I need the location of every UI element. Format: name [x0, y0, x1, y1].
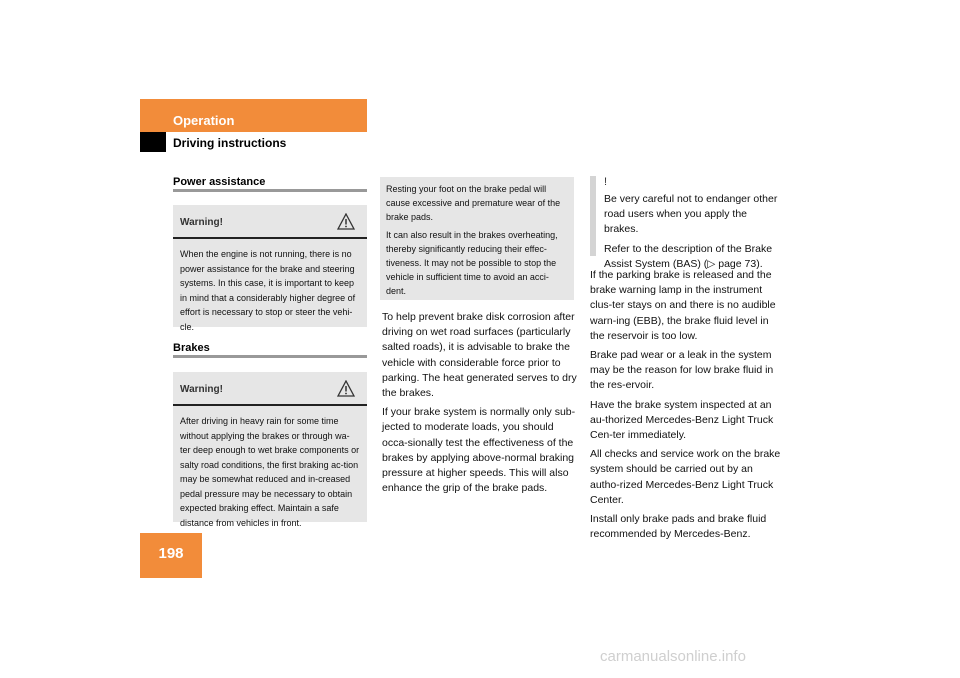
warning-text: After driving in heavy rain for some time without applying the brakes or through wa-ter deep enough to wet brake components or salty road conditions, the first braking ac-tion may be somewhat reduced and in-creased pedal pressure may be necessary to obtain expected braking effect. Maintain a safe distance from vehicles in front. — [180, 416, 360, 528]
note-box — [380, 177, 574, 300]
warning-header — [173, 372, 367, 406]
body-paragraph: Brake pad wear or a leak in the system may be the reason for low brake fluid in the res-ervoir. — [590, 349, 774, 392]
warning-box-brakes — [173, 372, 367, 528]
section-marker — [140, 132, 166, 152]
body-paragraph: Have the brake system inspected at an au-thorized Mercedes-Benz Light Truck Cen-ter immediately. — [590, 398, 774, 442]
tip-paragraph: Refer to the description of the Brake Assist System (BAS) (▷ page 73). — [604, 242, 773, 270]
warning-text: When the engine is not running, there is no power assistance for the brake and steering systems. In this case, it is important to keep in mind that a considerably higher degree of effort is necessary to stop or steer the vehi-cle. — [180, 249, 356, 332]
warning-box-power — [173, 205, 367, 332]
note-paragraph: Resting your foot on the brake pedal will cause excessive and premature wear of the brake pads. — [386, 184, 561, 222]
body-paragraph: To help prevent brake disk corrosion after driving on wet road surfaces (particularly salted roads), it is advisable to brake the vehicle with considerable force prior to parking. The heat generated serves to dry the brakes. — [382, 311, 577, 400]
tip-box — [590, 176, 780, 270]
body-paragraph: If the parking brake is released and the brake warning lamp in the instrument clus-ter stays on and there is no audible warn-ing (EBB), the brake fluid level in the reservoir is too low. — [590, 269, 776, 342]
warning-header — [173, 205, 367, 239]
heading-rule — [173, 355, 367, 358]
warning-triangle-icon — [337, 213, 355, 230]
watermark: carmanualsonline.info — [600, 648, 746, 665]
tip-exclamation-icon: ! — [604, 176, 608, 188]
right-column-text — [590, 268, 785, 546]
warning-label: Warning! — [180, 217, 223, 228]
tip-paragraph: Be very careful not to endanger other road users when you apply the brakes. — [604, 193, 778, 236]
body-paragraph: All checks and service work on the brake system should be carried out by an autho-rized Mercedes-Benz Light Truck Center. — [590, 448, 781, 506]
note-paragraph: It can also result in the brakes overheating, thereby significantly reducing their effec-tiveness. It may not be possible to stop the vehicle in sufficient time to avoid an acci-dent. — [386, 230, 558, 296]
tip-bar — [590, 176, 596, 256]
power-assistance-heading: Power assistance — [173, 176, 266, 188]
middle-column-text — [382, 310, 577, 500]
brakes-heading: Brakes — [173, 342, 210, 354]
section-subtitle: Driving instructions — [173, 136, 287, 150]
warning-triangle-icon — [337, 380, 355, 397]
section-title: Operation — [173, 113, 235, 128]
warning-label: Warning! — [180, 384, 223, 395]
page-number: 198 — [158, 545, 184, 562]
body-paragraph: Install only brake pads and brake fluid recommended by Mercedes-Benz. — [590, 513, 767, 541]
heading-rule — [173, 189, 367, 192]
body-paragraph: If your brake system is normally only sub-jected to moderate loads, you should occa-sionally test the effectiveness of the brakes by applying above-normal braking pressure at higher speeds. This will also enhance the grip of the brake pads. — [382, 406, 576, 495]
